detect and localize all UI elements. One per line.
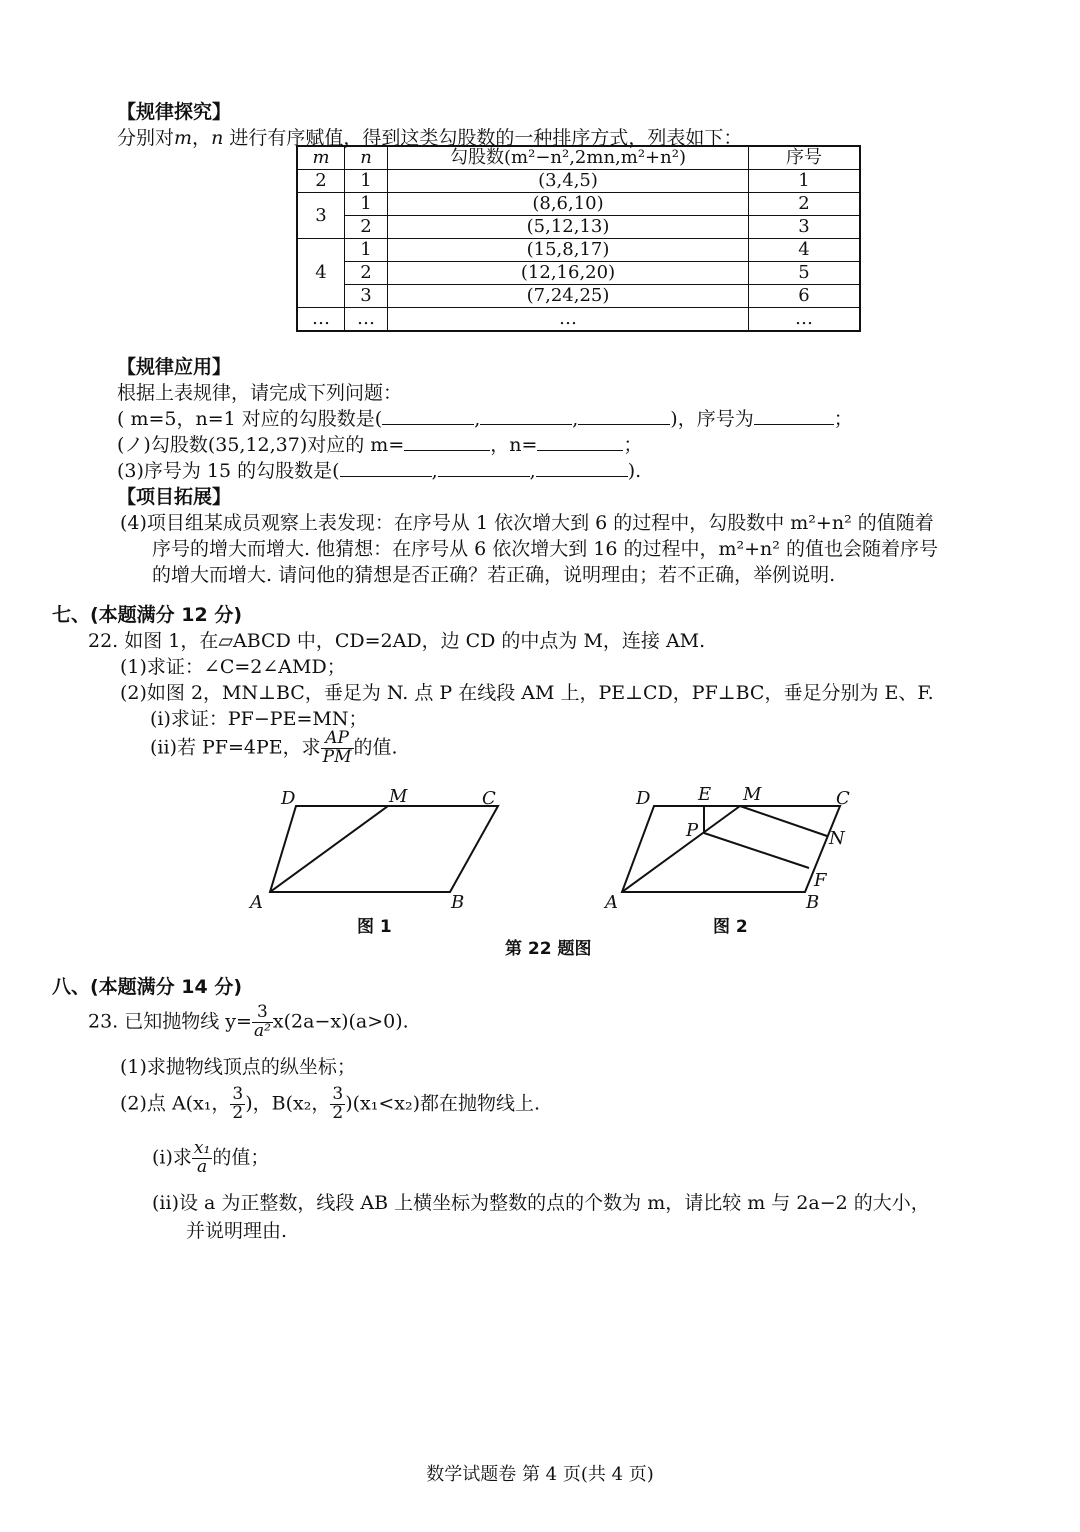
cell-n: 3 [345,285,388,308]
fraction-3-over-a2 [252,1004,273,1041]
fig2-label-a: A [605,892,618,913]
q2-text-a: (ノ)勾股数(35,12,37)对应的 m= [117,434,405,456]
fig1-label-a: A [250,892,263,913]
cell-index: 1 [749,170,861,193]
answer-blank[interactable] [537,432,623,451]
q1-text-a: ( m=5，n=1 对应的勾股数是( [117,408,383,430]
cell-index: 6 [749,285,861,308]
q23-p2-text-c: )(x₁<x₂)都在抛物线上. [345,1092,541,1115]
q23-part-2 [120,1086,540,1123]
header-m: m [297,146,345,170]
q23-p2-text-a: (2)点 A(x₁， [120,1092,231,1115]
fraction-numerator: AP [321,730,354,749]
fig2-label-m: M [743,784,762,805]
question-2: (ノ)勾股数(35,12,37)对应的 m= ，n= ； [117,434,643,456]
answer-blank[interactable] [404,432,490,451]
segment-am [622,806,740,892]
cell-index: 3 [749,216,861,239]
cell-index: 5 [749,262,861,285]
q2-text-b: ，n= [490,434,538,456]
q23-2i-text-b: 的值； [212,1146,270,1169]
q23-stem-text-b: x(2a−x)(a>0). [272,1010,409,1033]
extend-line-3: 的增大而增大. 请问他的猜想是否正确？若正确，说明理由；若不正确，举例说明. [152,564,836,586]
cell-m: … [297,308,345,332]
section-explore-title: 【规律探究】 [117,101,232,123]
header-n: n [345,146,388,170]
answer-blank[interactable] [536,458,628,477]
question-1: ( m=5，n=1 对应的勾股数是( , , )，序号为 ； [117,408,853,430]
segment-mn [740,806,827,836]
q22-part-1: (1)求证：∠C=2∠AMD； [120,656,346,678]
cell-triple: (12,16,20) [388,262,749,285]
q22-2ii-text-b: 的值. [353,736,398,759]
cell-n: 2 [345,216,388,239]
cell-index: 4 [749,239,861,262]
answer-blank[interactable] [578,406,670,425]
q23-part-2ii-line-2: 并说明理由. [186,1220,288,1242]
fig1-label-d: D [281,788,296,809]
page-footer: 数学试题卷 第 4 页(共 4 页) [426,1464,654,1485]
q23-stem-text-a: 23. 已知抛物线 y= [88,1010,252,1033]
cell-n: 2 [345,262,388,285]
cell-m: 4 [297,239,345,308]
extend-line-2: 序号的增大而增大. 他猜想：在序号从 6 依次增大到 16 的过程中，m²+n² 的值也会随着序号 [152,538,938,560]
cell-triple: (5,12,13) [388,216,749,239]
question-3: (3)序号为 15 的勾股数是( , , ). [117,460,642,482]
cell-n: 1 [345,239,388,262]
fig1-label-b: B [451,892,465,913]
answer-blank[interactable] [382,406,474,425]
table-header-row [297,146,860,170]
figure-1-caption: 图 1 [357,917,392,937]
cell-triple: (15,8,17) [388,239,749,262]
figure-2-caption: 图 2 [713,917,748,937]
cell-triple: (3,4,5) [388,170,749,193]
intro-text-a: 分别对 [117,127,175,149]
intro-var-n: n [211,127,224,149]
cell-triple: (7,24,25) [388,285,749,308]
q23-part-1: (1)求抛物线顶点的纵坐标； [120,1056,356,1078]
fig2-label-d: D [636,788,651,809]
cell-n: 1 [345,193,388,216]
fraction-denominator: PM [322,746,352,767]
table-row [297,285,860,308]
header-index: 序号 [749,146,861,170]
answer-blank[interactable] [340,458,432,477]
fig1-label-c: C [482,788,496,809]
segment-am [270,806,388,892]
q3-text-b: ). [627,460,642,482]
table-row [297,170,860,193]
fraction-numerator: 3 [332,1084,344,1104]
table-row [297,216,860,239]
q23-2i-text-a: (i)求 [152,1146,192,1169]
answer-blank[interactable] [480,406,572,425]
answer-blank[interactable] [438,458,530,477]
fraction-ap-pm [321,730,354,767]
fraction-numerator: 3 [232,1084,244,1104]
section-apply-title: 【规律应用】 [117,356,232,378]
section-apply-intro: 根据上表规律，请完成下列问题： [117,382,403,404]
fig2-label-e: E [698,784,712,805]
cell-n: 1 [345,170,388,193]
q22-part-2i: (i)求证：PF−PE=MN； [150,708,368,730]
fraction-denominator: 2 [332,1102,344,1123]
q22-stem: 22. 如图 1，在▱ABCD 中，CD=2AD，边 CD 的中点为 M，连接 AM. [88,630,706,652]
header-triple: 勾股数(m²−n²,2mn,m²+n²) [388,146,749,170]
cell-triple: (8,6,10) [388,193,749,216]
q23-part-2ii-line-1: (ii)设 a 为正整数，线段 AB 上横坐标为整数的点的个数为 m，请比较 m 与 2a−2 的大小， [152,1192,930,1214]
q3-text-a: (3)序号为 15 的勾股数是( [117,460,340,482]
cell-triple: … [388,308,749,332]
fraction-x1-over-a [192,1140,212,1177]
fraction-denominator: a² [253,1020,271,1041]
fraction-3-over-2 [230,1086,245,1123]
q22-2ii-text-a: (ii)若 PF=4PE，求 [150,736,321,759]
q1-text-b: )，序号为 [670,408,754,430]
q23-p2-text-b: )，B(x₂， [245,1092,331,1115]
intro-text-b: 进行有序赋值，得到这类勾股数的一种排序方式，列表如下： [223,127,743,149]
cell-n: … [345,308,388,332]
table-row [297,262,860,285]
q22-part-2: (2)如图 2，MN⊥BC，垂足为 N. 点 P 在线段 AM 上，PE⊥CD，PF⊥BC，垂足分别为 E、F. [120,682,934,704]
parallelogram-abcd [270,806,498,892]
cell-m: 2 [297,170,345,193]
cell-index: … [749,308,861,332]
fraction-denominator: 2 [232,1102,244,1123]
fig2-label-f: F [814,870,827,891]
table-row [297,239,860,262]
fig2-label-b: B [806,892,820,913]
q23-header: 八、(本题满分 14 分) [52,976,243,998]
cell-index: 2 [749,193,861,216]
answer-blank[interactable] [754,406,834,425]
extend-line-1: (4)项目组某成员观察上表发现：在序号从 1 依次增大到 6 的过程中，勾股数中 m²+n² 的值随着 [120,512,934,534]
q23-stem [88,1004,409,1041]
q22-header: 七、(本题满分 12 分) [52,604,243,626]
q23-part-2i [152,1140,269,1177]
table-row [297,308,860,332]
q22-part-2ii [150,730,398,767]
figures-caption: 第 22 题图 [505,939,592,959]
parallelogram-abcd [622,806,840,892]
fraction-numerator: x₁ [193,1138,211,1158]
fig2-label-c: C [836,788,850,809]
fig2-label-p: P [686,820,699,841]
table-row [297,193,860,216]
fraction-denominator: a [197,1156,208,1177]
fig2-label-n: N [829,828,845,849]
pythagorean-table [296,145,861,332]
cell-m: 3 [297,193,345,239]
fraction-numerator: 3 [252,1004,273,1023]
intro-sep: ， [192,127,212,149]
section-extend-title: 【项目拓展】 [117,486,232,508]
fig1-label-m: M [389,786,408,807]
segment-pf [704,833,809,868]
fraction-3-over-2 [330,1086,345,1123]
intro-var-m: m [174,127,193,149]
